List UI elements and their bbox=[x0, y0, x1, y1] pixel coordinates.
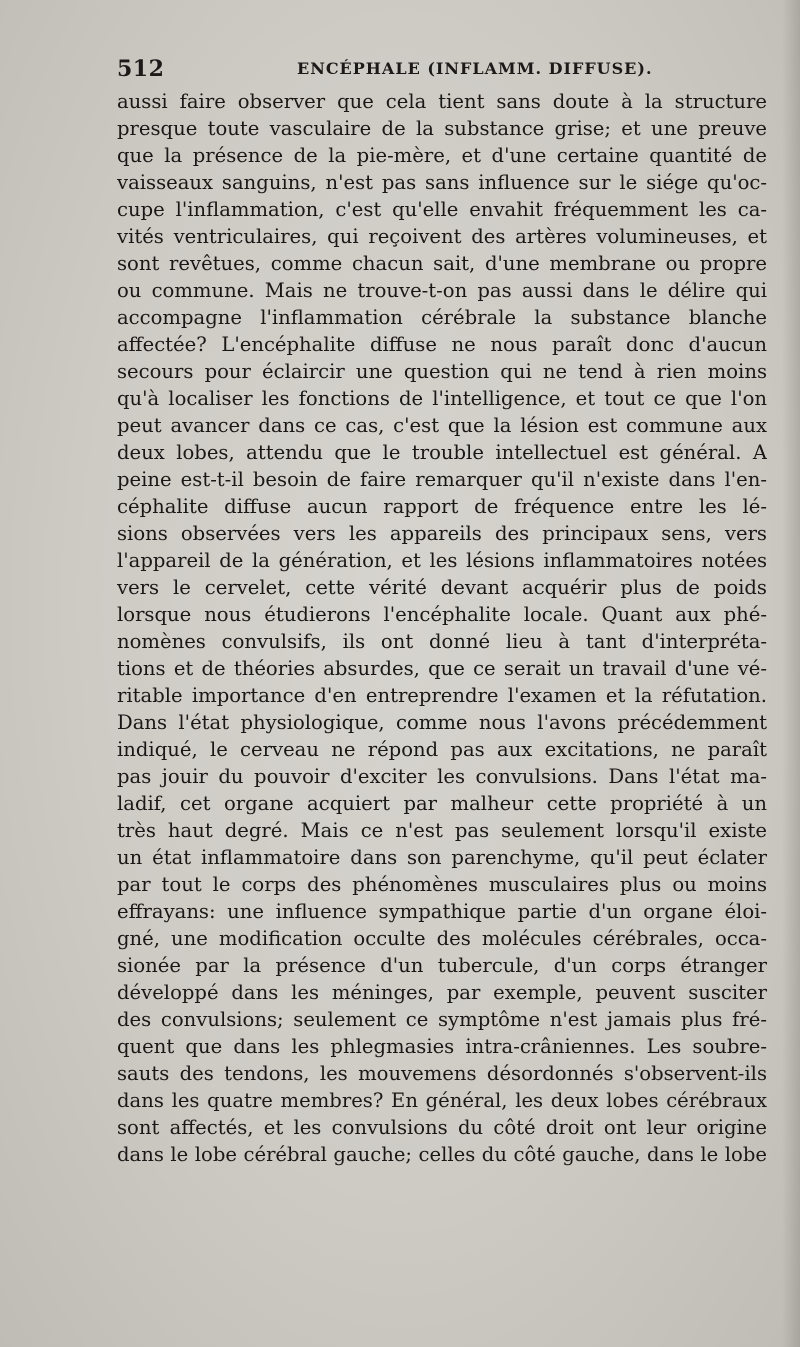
text-line: des convulsions; seulement ce symptôme n'est jamais plus fré- bbox=[117, 1008, 767, 1031]
text-line: très haut degré. Mais ce n'est pas seulement lorsqu'il existe bbox=[117, 819, 767, 842]
text-line: dans les quatre membres? En général, les deux lobes cérébraux bbox=[117, 1089, 767, 1112]
text-line: deux lobes, attendu que le trouble intellectuel est général. A bbox=[117, 441, 767, 464]
text-line: dans le lobe cérébral gauche; celles du côté gauche, dans le lobe bbox=[117, 1143, 767, 1166]
text-line: lorsque nous étudierons l'encéphalite locale. Quant aux phé- bbox=[117, 603, 767, 626]
text-line: qu'à localiser les fonctions de l'intelligence, et tout ce que l'on bbox=[117, 387, 767, 410]
text-line: sauts des tendons, les mouvemens désordonnés s'observent-ils bbox=[117, 1062, 767, 1085]
text-line: effrayans: une influence sympathique partie d'un organe éloi- bbox=[117, 900, 767, 923]
text-line: vaisseaux sanguins, n'est pas sans influence sur le siége qu'oc- bbox=[117, 171, 767, 194]
text-line: ladif, cet organe acquiert par malheur cette propriété à un bbox=[117, 792, 767, 815]
text-line: aussi faire observer que cela tient sans doute à la structure bbox=[117, 90, 767, 113]
text-line: peut avancer dans ce cas, c'est que la lésion est commune aux bbox=[117, 414, 767, 437]
running-title: ENCÉPHALE (INFLAMM. DIFFUSE). bbox=[297, 59, 653, 78]
text-line: pas jouir du pouvoir d'exciter les convulsions. Dans l'état ma- bbox=[117, 765, 767, 788]
text-line: développé dans les méninges, par exemple, peuvent susciter bbox=[117, 981, 767, 1004]
text-line: affectée? L'encéphalite diffuse ne nous paraît donc d'aucun bbox=[117, 333, 767, 356]
text-line: secours pour éclaircir une question qui ne tend à rien moins bbox=[117, 360, 767, 383]
text-line: sions observées vers les appareils des principaux sens, vers bbox=[117, 522, 767, 545]
running-head bbox=[117, 56, 767, 86]
text-line: vers le cervelet, cette vérité devant acquérir plus de poids bbox=[117, 576, 767, 599]
text-line: quent que dans les phlegmasies intra-crâniennes. Les soubre- bbox=[117, 1035, 767, 1058]
body-text bbox=[117, 88, 767, 1168]
text-line: accompagne l'inflammation cérébrale la substance blanche bbox=[117, 306, 767, 329]
text-line: l'appareil de la génération, et les lésions inflammatoires notées bbox=[117, 549, 767, 572]
text-line: ritable importance d'en entreprendre l'examen et la réfutation. bbox=[117, 684, 767, 707]
text-line: gné, une modification occulte des molécules cérébrales, occa- bbox=[117, 927, 767, 950]
text-line: cupe l'inflammation, c'est qu'elle envahit fréquemment les ca- bbox=[117, 198, 767, 221]
page-edge-shadow bbox=[782, 0, 800, 1347]
text-line: ou commune. Mais ne trouve-t-on pas aussi dans le délire qui bbox=[117, 279, 767, 302]
text-line: indiqué, le cerveau ne répond pas aux excitations, ne paraît bbox=[117, 738, 767, 761]
text-line: peine est-t-il besoin de faire remarquer qu'il n'existe dans l'en- bbox=[117, 468, 767, 491]
text-line: tions et de théories absurdes, que ce serait un travail d'une vé- bbox=[117, 657, 767, 680]
text-line: vités ventriculaires, qui reçoivent des artères volumineuses, et bbox=[117, 225, 767, 248]
text-line: sont affectés, et les convulsions du côté droit ont leur origine bbox=[117, 1116, 767, 1139]
text-line: Dans l'état physiologique, comme nous l'avons précédemment bbox=[117, 711, 767, 734]
page-number: 512 bbox=[117, 56, 165, 82]
text-line: presque toute vasculaire de la substance grise; et une preuve bbox=[117, 117, 767, 140]
text-line: sionée par la présence d'un tubercule, d'un corps étranger bbox=[117, 954, 767, 977]
text-line: que la présence de la pie-mère, et d'une certaine quantité de bbox=[117, 144, 767, 167]
text-line: nomènes convulsifs, ils ont donné lieu à tant d'interpréta- bbox=[117, 630, 767, 653]
text-line: un état inflammatoire dans son parenchyme, qu'il peut éclater bbox=[117, 846, 767, 869]
text-line: sont revêtues, comme chacun sait, d'une membrane ou propre bbox=[117, 252, 767, 275]
text-line: par tout le corps des phénomènes musculaires plus ou moins bbox=[117, 873, 767, 896]
text-line: céphalite diffuse aucun rapport de fréquence entre les lé- bbox=[117, 495, 767, 518]
